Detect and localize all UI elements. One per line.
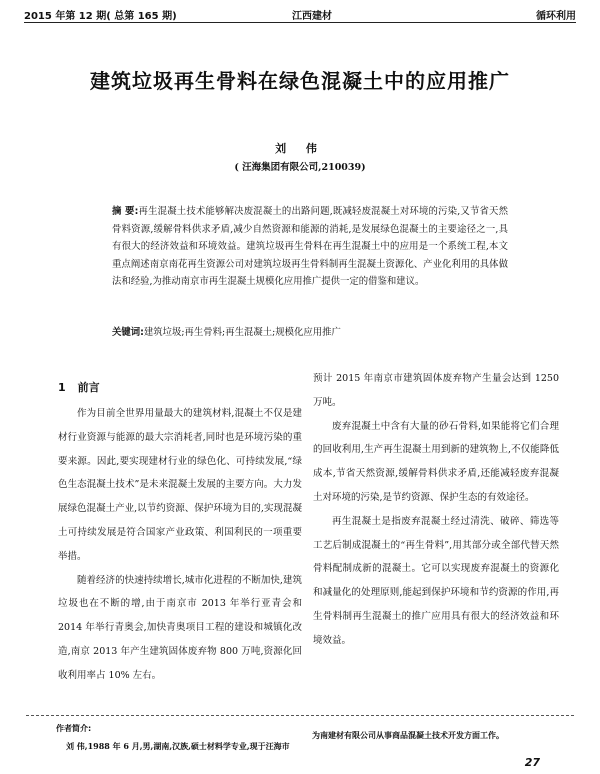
section-heading <box>58 379 100 395</box>
left-column <box>58 402 302 688</box>
page-number: 27 <box>524 756 540 769</box>
abstract-text: 再生混凝土技术能够解决废混凝土的出路问题,既减轻废混凝土对环境的污染,又节省天然骨料资源,缓解骨料供求矛盾,减少自然资源和能源的消耗,是发展绿色混凝土的主要途径之一,具有很大的经济效益和环境效益。建筑垃圾再生骨料在再生混凝土中的应用是一个系统工程,本文重点阐述南京南花再生资源公司对建筑垃圾再生骨料制再生混凝土资源化、产业化利用的具体做法和经验,为推动南京市再生混凝土规模化应用推广提供一定的借鉴和建议。 <box>112 206 508 287</box>
keywords-label: 关键词: <box>112 327 144 338</box>
author-name: 刘 伟 <box>275 142 325 155</box>
journal-name: 江西建材 <box>292 11 332 22</box>
paragraph: 预计 2015 年南京市建筑固体废弃物产生量会达到 1250 万吨。 <box>313 373 559 408</box>
keywords <box>112 325 508 341</box>
paragraph: 随着经济的快速持续增长,城市化进程的不断加快,建筑垃圾也在不断的增,由于南京市 2013 年举行亚青会和 2014 年举行青奥会,加快青奥项目工程的建设和城镇化改造,南京 2013 年产生建筑固体废弃物 800 万吨,资源化回收利用率占 10% 左右。 <box>58 574 302 681</box>
footnote-author-bio: 刘 伟,1988 年 6 月,男,湖南,汉族,硕士材料学专业,现于汪海市 <box>66 741 290 751</box>
keywords-text: 建筑垃圾;再生骨料;再生混凝土;规模化应用推广 <box>143 327 341 338</box>
section-name: 循环利用 <box>536 11 576 22</box>
author-affiliation: ( 汪海集团有限公司,210039) <box>234 162 366 173</box>
footnote-continuation: 为南建材有限公司从事商品混凝土技术开发方面工作。 <box>312 730 504 740</box>
right-column <box>313 367 559 653</box>
running-header <box>24 6 576 23</box>
abstract-label: 摘 要: <box>112 206 139 217</box>
paragraph: 废弃混凝土中含有大量的砂石骨料,如果能将它们合理的回收利用,生产再生混凝土用到新的建筑物上,不仅能降低成本,节省天然资源,缓解骨料供求矛盾,还能减轻废弃混凝土对环境的污染,是节约资源、保护生态的有效途径。 <box>313 420 559 503</box>
footnote-heading: 作者简介: <box>56 724 92 733</box>
paragraph: 作为目前全世界用量最大的建筑材料,混凝土不仅是建材行业资源与能源的最大宗消耗者,同时也是环境污染的重要来源。因此,要实现建材行业的绿色化、可持续发展,“绿色生态混凝土技术”是未来混凝土发展的主要方向。大力发展绿色混凝土产业,以节约资源、保护环境为目的,实现混凝土可持续发展是符合国家产业政策、利国利民的一项重要举措。 <box>58 408 302 562</box>
section-number: 1 <box>58 381 66 394</box>
issue-info: 2015 年第 12 期( 总第 165 期) <box>24 11 177 22</box>
article-title: 建筑垃圾再生骨料在绿色混凝土中的应用推广 <box>90 69 510 93</box>
abstract <box>112 203 508 291</box>
paragraph: 再生混凝土是指废弃混凝土经过清洗、破碎、筛选等工艺后制成混凝土的“再生骨料”,用其部分或全部代替天然骨料配制成新的混凝土。它可以实现废弃混凝土的资源化和减量化的处理原则,能起到保护环境和节约资源的作用,再生骨料制再生混凝土的推广应用具有很大的经济效益和环境效益。 <box>313 515 559 646</box>
footnote-divider <box>26 715 574 716</box>
section-title-text: 前言 <box>77 381 100 394</box>
